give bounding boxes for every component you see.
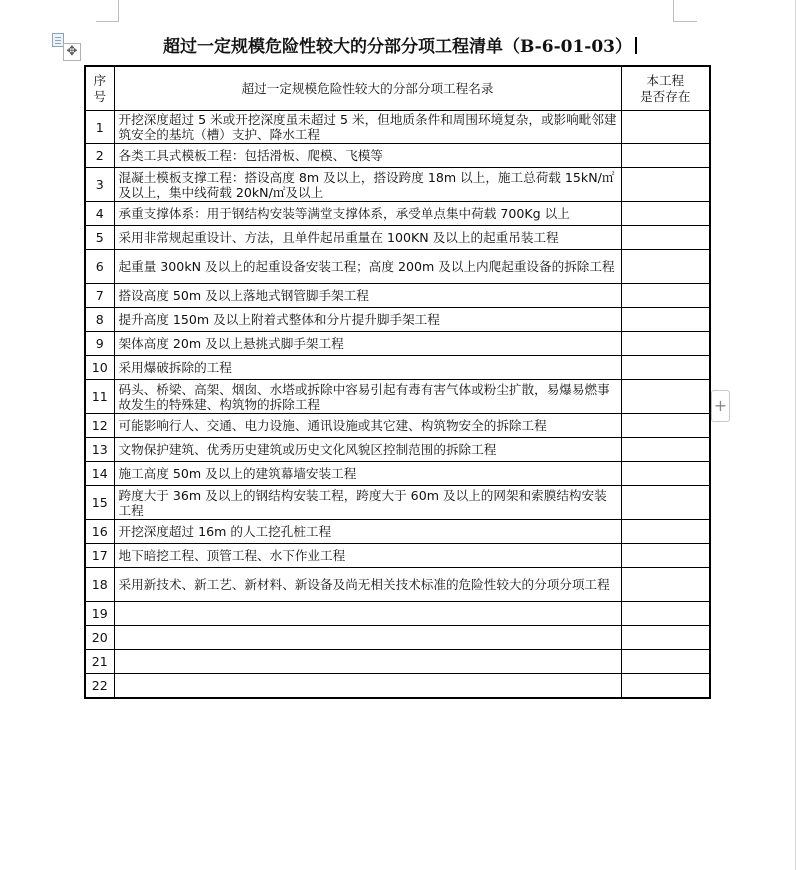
row-number: 20 bbox=[85, 626, 114, 650]
table-row bbox=[85, 168, 710, 202]
row-number: 18 bbox=[85, 568, 114, 602]
header-exists-line2: 是否存在 bbox=[640, 88, 691, 104]
table-handle-group bbox=[52, 33, 84, 65]
table-row bbox=[85, 568, 710, 602]
crop-mark-top-right-horizontal bbox=[673, 21, 697, 22]
row-exists-cell[interactable] bbox=[621, 111, 710, 144]
table-row bbox=[85, 308, 710, 332]
row-project-name[interactable]: 搭设高度 50m 及以上落地式钢管脚手架工程 bbox=[114, 284, 621, 308]
row-project-name[interactable]: 开挖深度超过 16m 的人工挖孔桩工程 bbox=[114, 520, 621, 544]
row-number: 2 bbox=[85, 144, 114, 168]
row-exists-cell[interactable] bbox=[621, 568, 710, 602]
table-row bbox=[85, 520, 710, 544]
project-list-table bbox=[84, 65, 711, 699]
row-project-name[interactable]: 起重量 300kN 及以上的起重设备安装工程；高度 200m 及以上内爬起重设备的拆除工程 bbox=[114, 250, 621, 284]
row-number: 17 bbox=[85, 544, 114, 568]
row-exists-cell[interactable] bbox=[621, 626, 710, 650]
row-project-name[interactable] bbox=[114, 674, 621, 698]
row-number: 10 bbox=[85, 356, 114, 380]
row-number: 1 bbox=[85, 111, 114, 144]
row-project-name[interactable]: 提升高度 150m 及以上附着式整体和分片提升脚手架工程 bbox=[114, 308, 621, 332]
table-row bbox=[85, 414, 710, 438]
row-number: 13 bbox=[85, 438, 114, 462]
row-exists-cell[interactable] bbox=[621, 414, 710, 438]
row-exists-cell[interactable] bbox=[621, 250, 710, 284]
header-exists-line1: 本工程 bbox=[646, 72, 685, 88]
row-project-name[interactable]: 采用新技术、新工艺、新材料、新设备及尚无相关技术标准的危险性较大的分项分项工程 bbox=[114, 568, 621, 602]
table-row bbox=[85, 486, 710, 520]
row-project-name[interactable]: 文物保护建筑、优秀历史建筑或历史文化风貌区控制范围的拆除工程 bbox=[114, 438, 621, 462]
header-name: 超过一定规模危险性较大的分部分项工程名录 bbox=[114, 66, 621, 111]
crop-mark-top-left-horizontal bbox=[96, 21, 119, 22]
row-project-name[interactable]: 各类工具式模板工程：包括滑板、爬模、飞模等 bbox=[114, 144, 621, 168]
row-project-name[interactable] bbox=[114, 602, 621, 626]
row-project-name[interactable]: 跨度大于 36m 及以上的钢结构安装工程，跨度大于 60m 及以上的网架和索膜结构安装工程 bbox=[114, 486, 621, 520]
table-row bbox=[85, 462, 710, 486]
row-number: 19 bbox=[85, 602, 114, 626]
move-handle-icon[interactable]: ✥ bbox=[63, 43, 81, 61]
row-exists-cell[interactable] bbox=[621, 602, 710, 626]
header-exists bbox=[621, 66, 710, 111]
row-project-name[interactable]: 码头、桥梁、高架、烟囱、水塔或拆除中容易引起有毒有害气体或粉尘扩散，易爆易燃事故发生的特殊建、构筑物的拆除工程 bbox=[114, 380, 621, 414]
row-exists-cell[interactable] bbox=[621, 438, 710, 462]
row-number: 11 bbox=[85, 380, 114, 414]
table-row bbox=[85, 602, 710, 626]
row-exists-cell[interactable] bbox=[621, 462, 710, 486]
row-project-name[interactable]: 架体高度 20m 及以上悬挑式脚手架工程 bbox=[114, 332, 621, 356]
add-row-button[interactable] bbox=[711, 390, 730, 422]
plus-icon: + bbox=[713, 396, 728, 415]
row-project-name[interactable]: 施工高度 50m 及以上的建筑幕墙安装工程 bbox=[114, 462, 621, 486]
crop-mark-top-right-vertical bbox=[673, 0, 674, 22]
row-number: 4 bbox=[85, 202, 114, 226]
header-no-text: 序号 bbox=[93, 72, 107, 104]
row-exists-cell[interactable] bbox=[621, 380, 710, 414]
row-project-name[interactable]: 开挖深度超过 5 米或开挖深度虽未超过 5 米，但地质条件和周围环境复杂，或影响毗邻建筑安全的基坑（槽）支护、降水工程 bbox=[114, 111, 621, 144]
row-project-name[interactable]: 承重支撑体系：用于钢结构安装等满堂支撑体系，承受单点集中荷载 700Kg 以上 bbox=[114, 202, 621, 226]
table-row bbox=[85, 626, 710, 650]
table-row bbox=[85, 380, 710, 414]
row-project-name[interactable]: 地下暗挖工程、顶管工程、水下作业工程 bbox=[114, 544, 621, 568]
table-row bbox=[85, 202, 710, 226]
row-exists-cell[interactable] bbox=[621, 520, 710, 544]
row-exists-cell[interactable] bbox=[621, 544, 710, 568]
row-number: 5 bbox=[85, 226, 114, 250]
row-exists-cell[interactable] bbox=[621, 202, 710, 226]
table-row bbox=[85, 250, 710, 284]
row-number: 22 bbox=[85, 674, 114, 698]
row-number: 8 bbox=[85, 308, 114, 332]
header-no bbox=[85, 66, 114, 111]
table-row bbox=[85, 332, 710, 356]
row-exists-cell[interactable] bbox=[621, 674, 710, 698]
page-title bbox=[100, 32, 700, 57]
row-project-name[interactable]: 采用非常规起重设计、方法，且单件起吊重量在 100KN 及以上的起重吊装工程 bbox=[114, 226, 621, 250]
table-row bbox=[85, 226, 710, 250]
table-row bbox=[85, 650, 710, 674]
row-project-name[interactable] bbox=[114, 626, 621, 650]
table-row bbox=[85, 356, 710, 380]
row-project-name[interactable]: 采用爆破拆除的工程 bbox=[114, 356, 621, 380]
row-project-name[interactable]: 可能影响行人、交通、电力设施、通讯设施或其它建、构筑物安全的拆除工程 bbox=[114, 414, 621, 438]
table-row bbox=[85, 144, 710, 168]
row-number: 15 bbox=[85, 486, 114, 520]
row-exists-cell[interactable] bbox=[621, 284, 710, 308]
row-project-name[interactable]: 混凝土模板支撑工程：搭设高度 8m 及以上，搭设跨度 18m 以上，施工总荷载 15kN/㎡及以上，集中线荷载 20kN/㎡及以上 bbox=[114, 168, 621, 202]
row-number: 6 bbox=[85, 250, 114, 284]
row-number: 7 bbox=[85, 284, 114, 308]
row-number: 16 bbox=[85, 520, 114, 544]
table-row bbox=[85, 544, 710, 568]
row-number: 21 bbox=[85, 650, 114, 674]
row-project-name[interactable] bbox=[114, 650, 621, 674]
table-row bbox=[85, 438, 710, 462]
table-row bbox=[85, 111, 710, 144]
row-exists-cell[interactable] bbox=[621, 332, 710, 356]
row-exists-cell[interactable] bbox=[621, 144, 710, 168]
table-header-row bbox=[85, 66, 710, 111]
row-exists-cell[interactable] bbox=[621, 486, 710, 520]
row-number: 12 bbox=[85, 414, 114, 438]
text-cursor bbox=[635, 37, 637, 54]
table-row bbox=[85, 284, 710, 308]
row-exists-cell[interactable] bbox=[621, 356, 710, 380]
row-number: 9 bbox=[85, 332, 114, 356]
table-row bbox=[85, 674, 710, 698]
row-exists-cell[interactable] bbox=[621, 308, 710, 332]
row-exists-cell[interactable] bbox=[621, 168, 710, 202]
crop-mark-top-left-vertical bbox=[118, 0, 119, 22]
row-exists-cell[interactable] bbox=[621, 650, 710, 674]
page-title-text: 超过一定规模危险性较大的分部分项工程清单（B-6-01-03） bbox=[163, 37, 632, 57]
row-number: 3 bbox=[85, 168, 114, 202]
row-exists-cell[interactable] bbox=[621, 226, 710, 250]
row-number: 14 bbox=[85, 462, 114, 486]
